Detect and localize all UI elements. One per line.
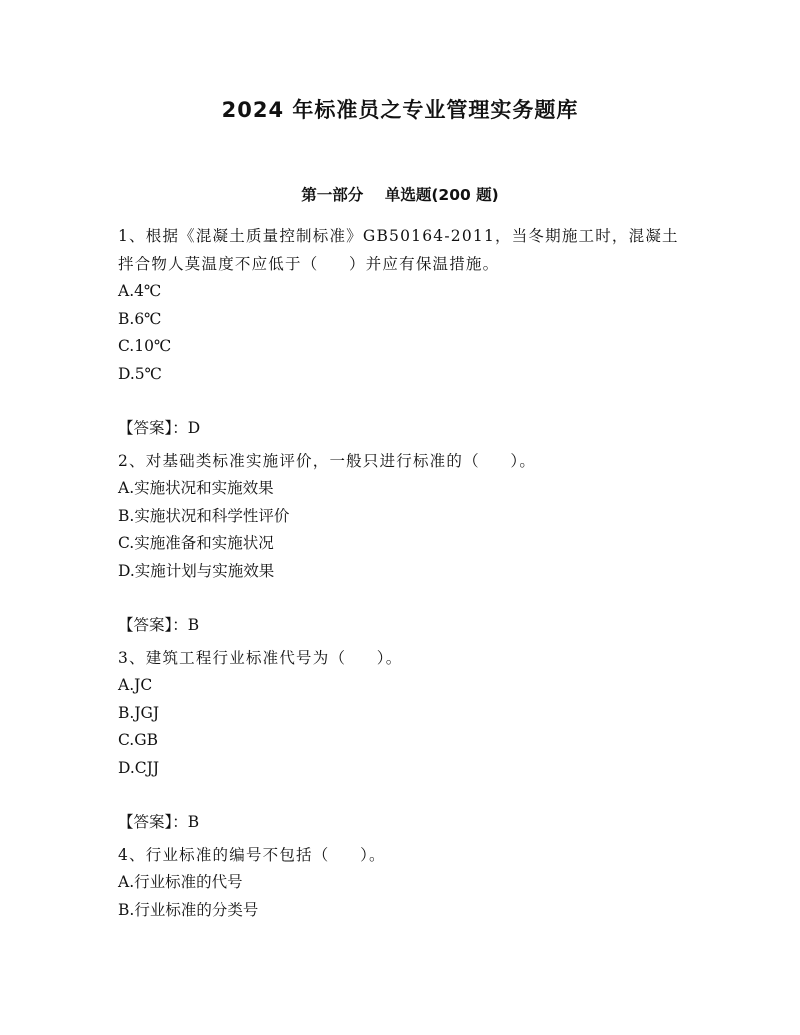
option-a: A.实施状况和实施效果: [118, 479, 274, 497]
question-stem: 4、行业标准的编号不包括（ ）。: [118, 845, 386, 864]
question-stem: 1、根据《混凝土质量控制标准》GB50164-2011，当冬期施工时，混凝土拌合物人莫温度不应低于（ ）并应有保温措施。: [118, 227, 679, 273]
option-a: A.4℃: [118, 282, 162, 300]
question-3: [118, 645, 690, 837]
section-title: 第一部分 单选题(200 题): [301, 186, 499, 204]
option-a: A.JC: [118, 676, 153, 694]
question-stem: 3、建筑工程行业标准代号为（ ）。: [118, 648, 403, 667]
option-b: B.行业标准的分类号: [118, 900, 259, 919]
option-list: [118, 869, 690, 924]
option-list: [118, 278, 690, 388]
question-2: [118, 448, 690, 640]
document-title: 2024 年标准员之专业管理实务题库: [221, 98, 579, 122]
option-b: B.6℃: [118, 309, 162, 328]
option-d: D.CJJ: [118, 758, 160, 777]
option-b: B.实施状况和科学性评价: [118, 506, 290, 525]
option-list: [118, 672, 690, 782]
option-a: A.行业标准的代号: [118, 873, 243, 891]
option-c: C.实施准备和实施状况: [118, 534, 274, 552]
answer-label: 【答案】：B: [118, 813, 200, 831]
answer-label: 【答案】：B: [118, 616, 200, 634]
question-1: [118, 223, 690, 443]
option-d: D.5℃: [118, 364, 163, 383]
option-list: [118, 475, 690, 585]
question-list: [118, 223, 690, 924]
option-b: B.JGJ: [118, 703, 160, 722]
question-4: [118, 842, 690, 925]
option-c: C.GB: [118, 731, 159, 749]
answer-label: 【答案】：D: [118, 419, 201, 437]
option-c: C.10℃: [118, 337, 172, 355]
option-d: D.实施计划与实施效果: [118, 561, 275, 580]
question-stem: 2、对基础类标准实施评价，一般只进行标准的（ ）。: [118, 451, 537, 470]
